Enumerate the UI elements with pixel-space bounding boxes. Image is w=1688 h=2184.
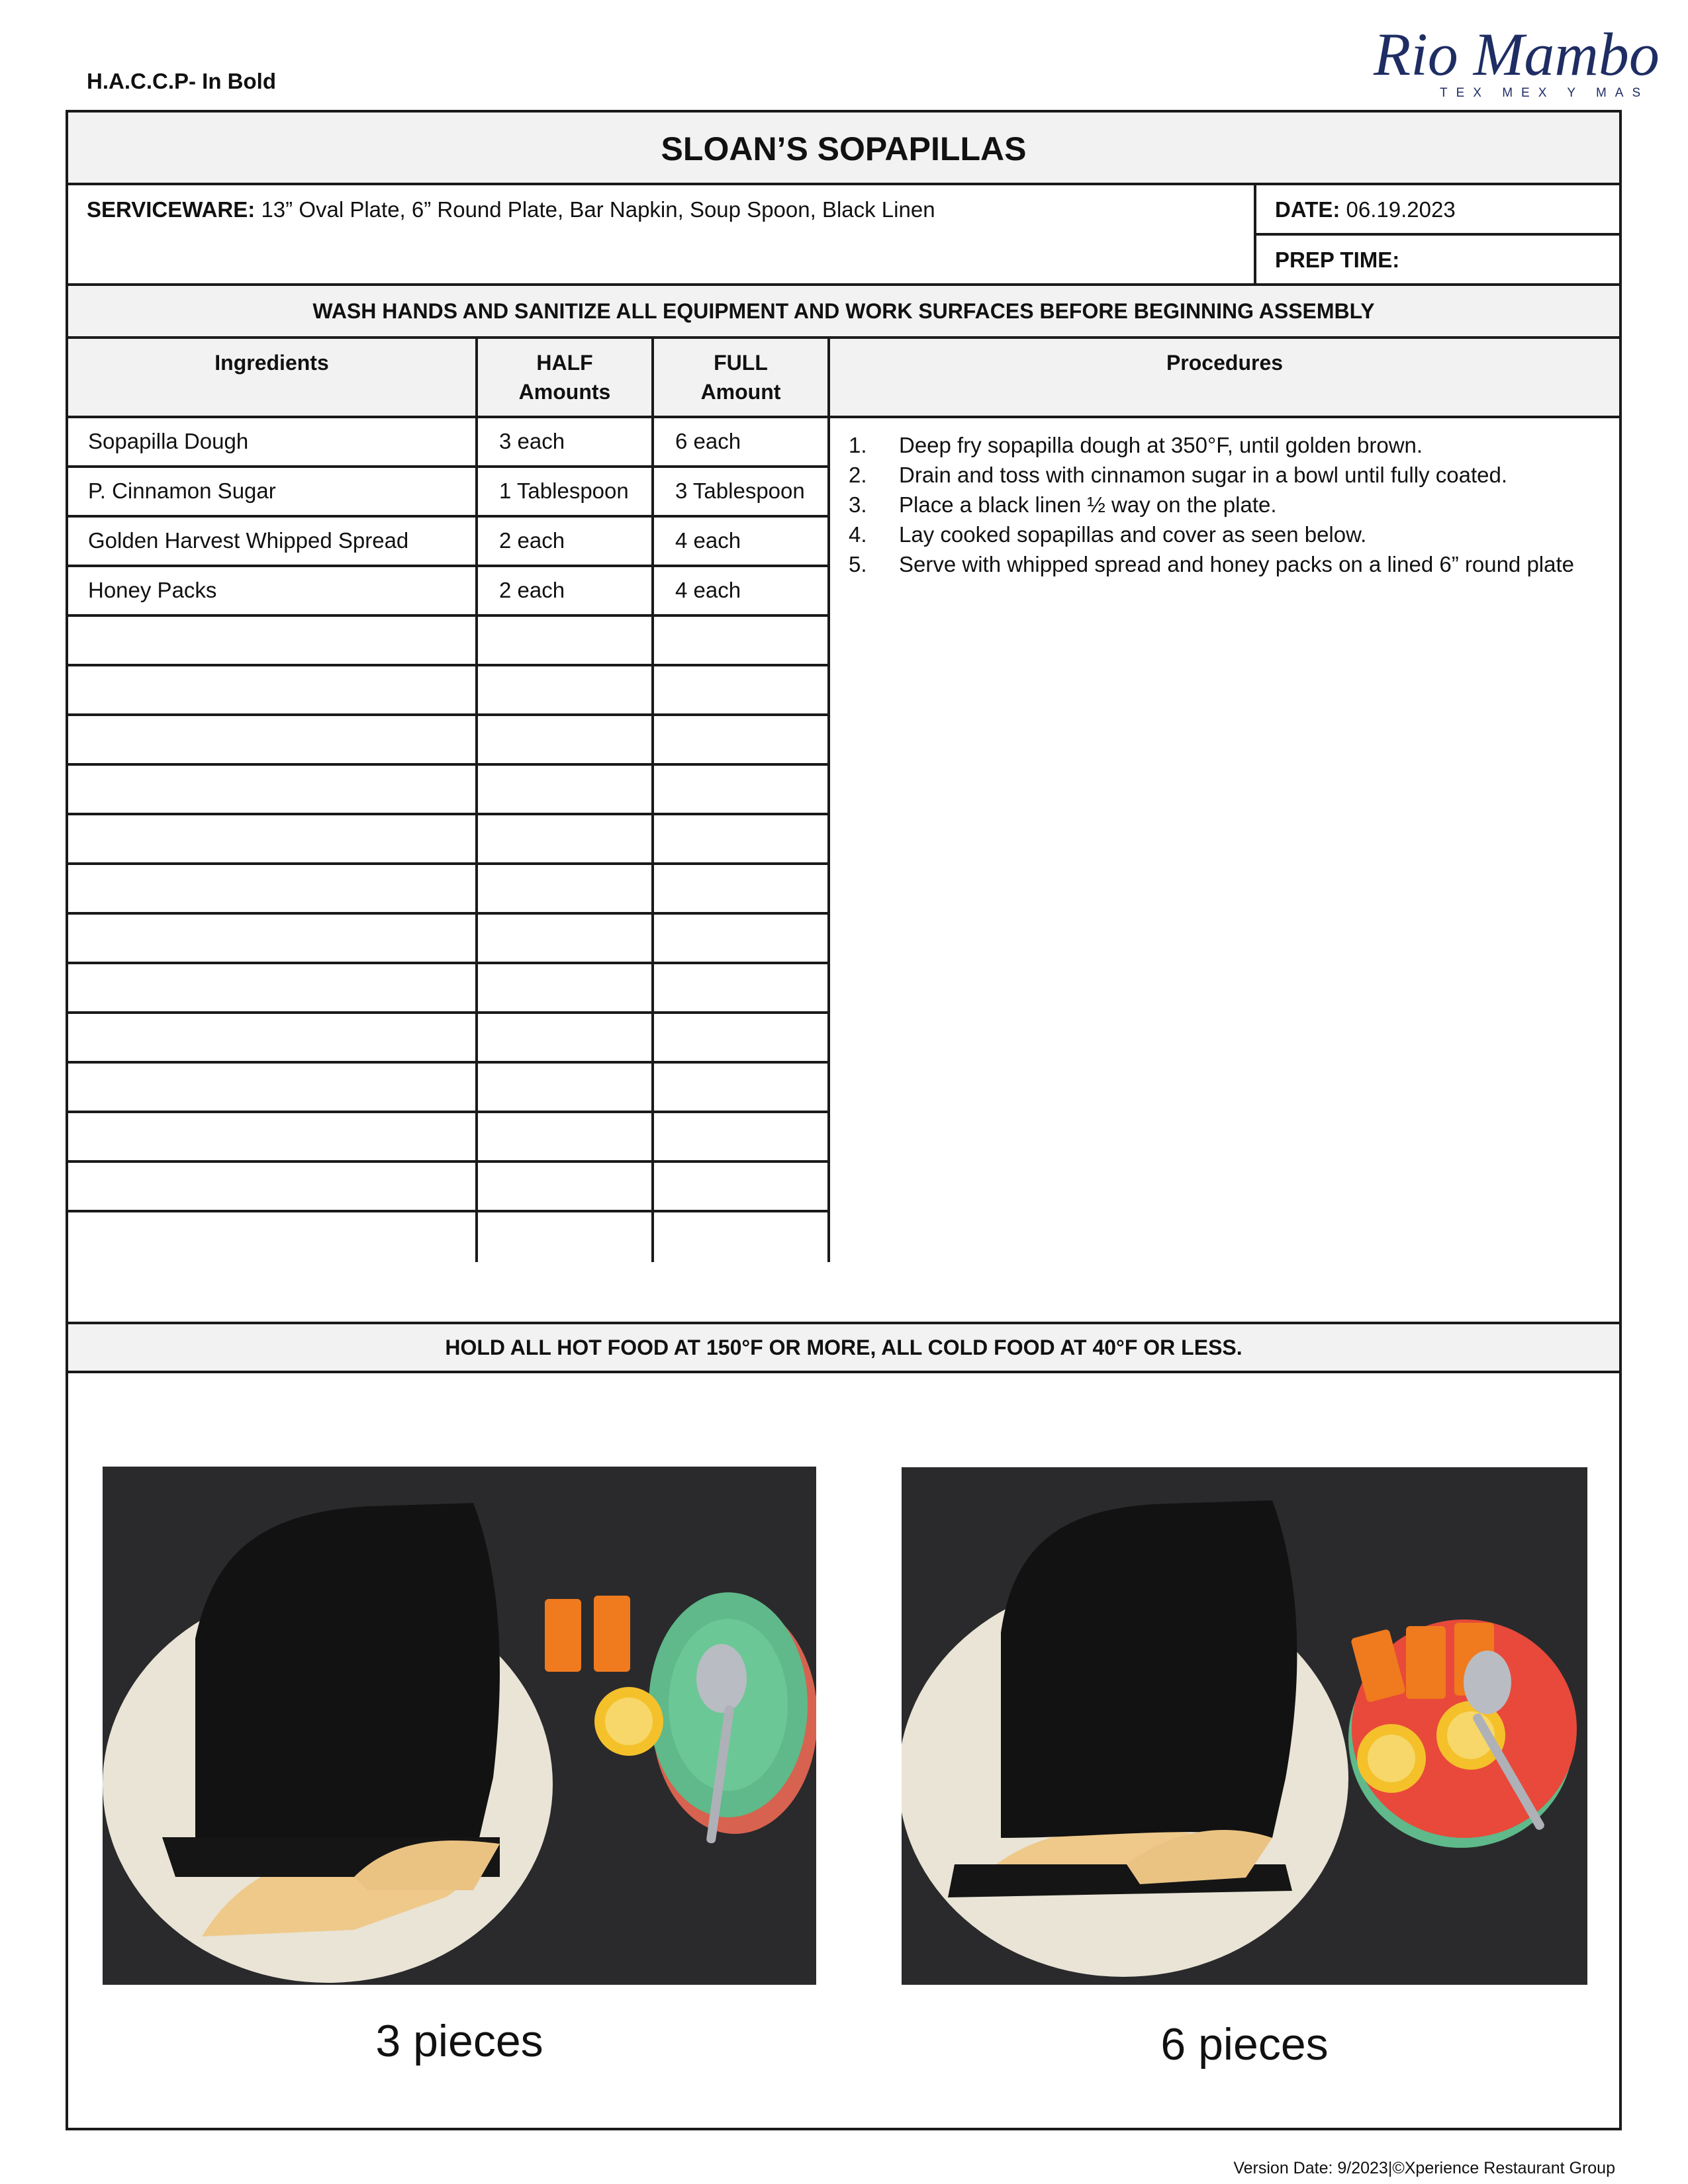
full-amount-cell (654, 1212, 830, 1262)
table-row (68, 418, 830, 468)
ingredient-cell (68, 666, 478, 713)
half-amount-cell (478, 964, 654, 1011)
full-amount-cell (654, 964, 830, 1011)
ingredient-cell (68, 716, 478, 763)
ingredient-cell (68, 1212, 478, 1262)
version-footer: Version Date: 9/2023|©Xperience Restaurant Group (1233, 2159, 1615, 2177)
table-row (68, 1064, 830, 1113)
full-amount-cell: 3 Tablespoon (654, 468, 830, 515)
recipe-card (66, 110, 1622, 2130)
table-row (68, 468, 830, 518)
ingredient-cell (68, 815, 478, 862)
half-amount-cell: 3 each (478, 418, 654, 465)
full-amount-cell (654, 1064, 830, 1111)
procedure-step-number: 1. (849, 433, 867, 457)
table-row (68, 964, 830, 1014)
half-amount-cell (478, 617, 654, 664)
half-amount-cell (478, 1064, 654, 1111)
procedures-cell (830, 418, 1619, 1322)
ingredient-cell (68, 964, 478, 1011)
half-amount-cell (478, 1014, 654, 1061)
ingredient-cell (68, 915, 478, 962)
ingredient-cell: Golden Harvest Whipped Spread (68, 518, 478, 565)
date-cell (1256, 185, 1619, 236)
table-row (68, 567, 830, 617)
table-row (68, 1113, 830, 1163)
half-amount-cell (478, 766, 654, 813)
table-row (68, 1014, 830, 1064)
full-amount-cell (654, 815, 830, 862)
half-amount-cell (478, 1163, 654, 1210)
procedure-step (849, 430, 1579, 460)
caption-6-pieces: 6 pieces (1160, 2019, 1329, 2070)
table-row (68, 915, 830, 964)
ingredient-cell: P. Cinnamon Sugar (68, 468, 478, 515)
table-row (68, 1163, 830, 1212)
wash-hands-notice: WASH HANDS AND SANITIZE ALL EQUIPMENT AND WORK SURFACES BEFORE BEGINNING ASSEMBLY (68, 286, 1619, 339)
half-amount-cell (478, 1113, 654, 1160)
table-row (68, 1212, 830, 1262)
header-ingredients (68, 339, 478, 418)
procedure-step (849, 549, 1579, 579)
half-amount-cell (478, 716, 654, 763)
full-amount-cell (654, 617, 830, 664)
procedure-step (849, 490, 1579, 520)
header-procedures (830, 339, 1619, 418)
full-amount-cell: 4 each (654, 518, 830, 565)
half-amount-cell: 2 each (478, 567, 654, 614)
header-half-amounts (478, 339, 654, 418)
haccp-note: H.A.C.C.P- In Bold (87, 69, 276, 93)
procedure-list (849, 430, 1579, 579)
prep-time-label: PREP TIME: (1275, 248, 1400, 272)
procedure-step-text: Serve with whipped spread and honey packs on a lined 6” round plate (899, 552, 1575, 576)
table-row (68, 815, 830, 865)
header-full-line2: Amount (700, 380, 781, 404)
ingredient-cell (68, 1113, 478, 1160)
table-row (68, 617, 830, 666)
logo-name: Rio Mambo (1374, 21, 1660, 88)
header-full-amount (654, 339, 830, 418)
procedure-step (849, 520, 1579, 549)
caption-3-pieces: 3 pieces (375, 2016, 543, 2066)
ingredient-cell (68, 1163, 478, 1210)
table-row (68, 865, 830, 915)
photo-3-pieces (103, 1467, 816, 1985)
full-amount-cell (654, 1163, 830, 1210)
full-amount-cell (654, 1113, 830, 1160)
table-row (68, 666, 830, 716)
ingredient-cell (68, 766, 478, 813)
procedure-step-text: Drain and toss with cinnamon sugar in a bowl until fully coated. (899, 463, 1507, 487)
half-amount-cell (478, 666, 654, 713)
half-amount-cell: 1 Tablespoon (478, 468, 654, 515)
half-amount-cell: 2 each (478, 518, 654, 565)
ingredient-cell (68, 1014, 478, 1061)
prep-time-cell (1256, 236, 1619, 286)
full-amount-cell (654, 716, 830, 763)
procedure-step (849, 460, 1579, 490)
table-row (68, 518, 830, 567)
serviceware-cell (68, 185, 1256, 286)
serviceware-label: SERVICEWARE: (87, 197, 256, 222)
date-label: DATE: (1275, 197, 1340, 222)
header-half-line1: HALF (536, 351, 593, 375)
procedure-step-number: 3. (849, 492, 867, 517)
full-amount-cell (654, 666, 830, 713)
procedure-step-number: 2. (849, 463, 867, 487)
serviceware-value: 13” Oval Plate, 6” Round Plate, Bar Napkin, Soup Spoon, Black Linen (255, 197, 935, 222)
full-amount-cell (654, 865, 830, 912)
full-amount-cell (654, 766, 830, 813)
procedure-step-number: 4. (849, 522, 867, 547)
table-row (68, 766, 830, 815)
table-row (68, 716, 830, 766)
half-amount-cell (478, 1212, 654, 1262)
full-amount-cell: 4 each (654, 567, 830, 614)
half-amount-cell (478, 915, 654, 962)
half-amount-cell (478, 815, 654, 862)
hold-temperature-notice: HOLD ALL HOT FOOD AT 150°F OR MORE, ALL COLD FOOD AT 40°F OR LESS. (68, 1322, 1619, 1373)
half-amount-cell (478, 865, 654, 912)
ingredient-cell (68, 865, 478, 912)
header-full-line1: FULL (714, 351, 768, 375)
ingredient-cell (68, 1064, 478, 1111)
header-ingredients-label: Ingredients (214, 351, 329, 375)
header-procedures-label: Procedures (1166, 351, 1284, 375)
full-amount-cell (654, 915, 830, 962)
procedure-step-text: Place a black linen ½ way on the plate. (899, 492, 1277, 517)
header-half-line2: Amounts (518, 380, 611, 404)
ingredient-table (68, 418, 830, 1262)
date-value: 06.19.2023 (1340, 197, 1456, 222)
procedure-step-text: Lay cooked sopapillas and cover as seen below. (899, 522, 1367, 547)
photo-6-pieces (902, 1467, 1587, 1985)
logo-tagline: TEX MEX Y MAS (1440, 86, 1650, 100)
rio-mambo-logo (1374, 20, 1660, 100)
ingredient-cell (68, 617, 478, 664)
procedure-step-text: Deep fry sopapilla dough at 350°F, until golden brown. (899, 433, 1423, 457)
recipe-title: SLOAN’S SOPAPILLAS (68, 113, 1619, 185)
full-amount-cell: 6 each (654, 418, 830, 465)
procedure-step-number: 5. (849, 552, 867, 576)
full-amount-cell (654, 1014, 830, 1061)
ingredient-cell: Sopapilla Dough (68, 418, 478, 465)
ingredient-cell: Honey Packs (68, 567, 478, 614)
